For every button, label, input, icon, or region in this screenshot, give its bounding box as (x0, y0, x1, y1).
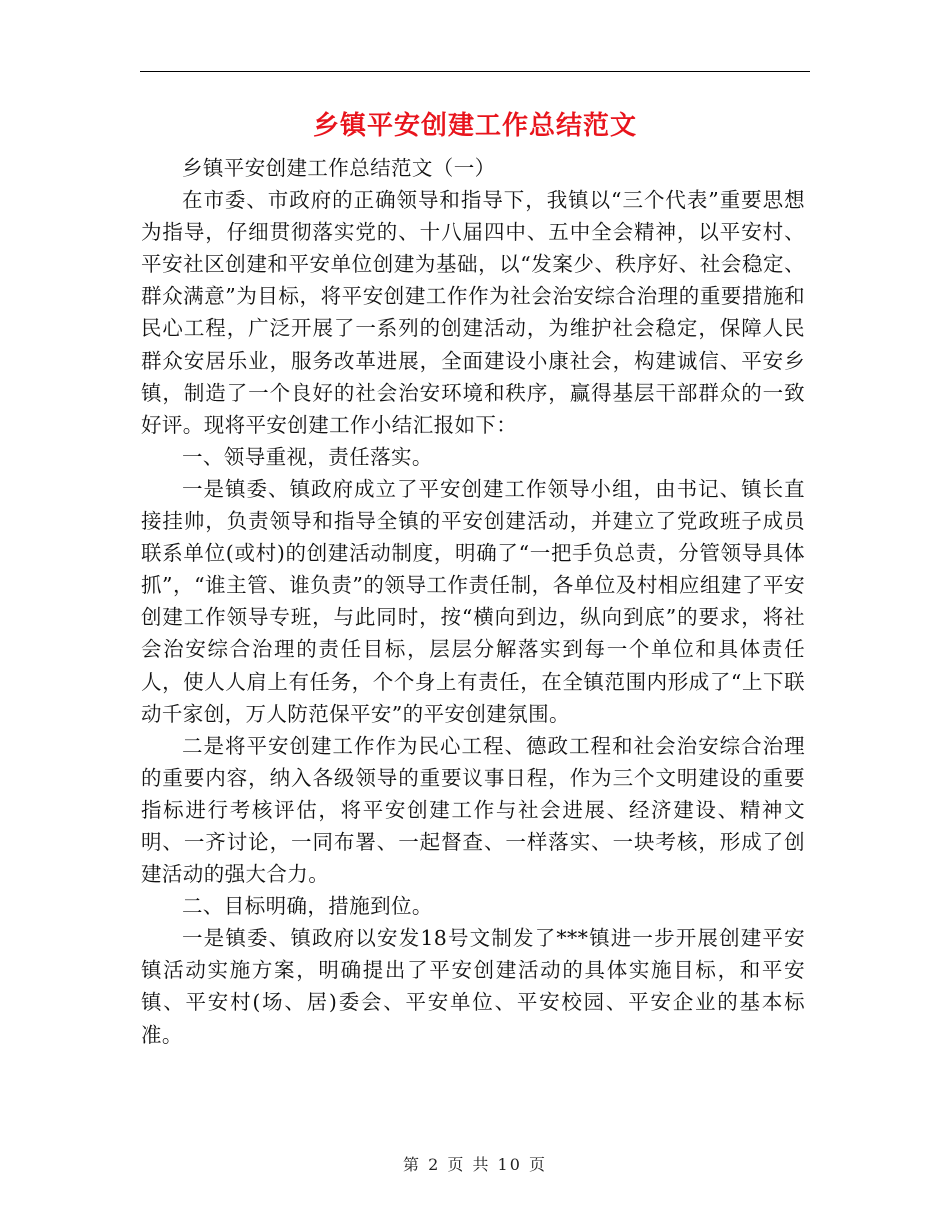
section-heading-leadership: 一、领导重视，责任落实。 (182, 444, 433, 469)
document-body (141, 152, 805, 1051)
page-number: 第 2 页 共 10 页 (403, 1155, 547, 1174)
section-heading-goals: 二、目标明确，措施到位。 (182, 894, 433, 919)
body-paragraph: 一是镇委、镇政府成立了平安创建工作领导小组，由书记、镇长直接挂帅，负责领导和指导全镇的平安创建活动，并建立了党政班子成员联系单位(或村)的创建活动制度，明确了“一把手负总责，分管领导具体抓”，“谁主管、谁负责”的领导工作责任制，各单位及村相应组建了平安创建工作领导专班，与此同时，按“横向到边，纵向到底”的要求，将社会治安综合治理的责任目标，层层分解落实到每一个单位和具体责任人，使人人肩上有任务，个个身上有责任，在全镇范围内形成了“上下联动千家创，万人防范保平安”的平安创建氛围。 (141, 476, 805, 726)
body-paragraph: 二是将平安创建工作作为民心工程、德政工程和社会治安综合治理的重要内容，纳入各级领导的重要议事日程，作为三个文明建设的重要指标进行考核评估，将平安创建工作与社会进展、经济建设、精神文明、一齐讨论，一同布署、一起督查、一样落实、一块考核，形成了创建活动的强大合力。 (141, 733, 805, 887)
intro-paragraph: 在市委、市政府的正确领导和指导下，我镇以“三个代表”重要思想为指导，仔细贯彻落实党的、十八届四中、五中全会精神，以平安村、平安社区创建和平安单位创建为基础，以“发案少、秩序好、社会稳定、群众满意”为目标，将平安创建工作作为社会治安综合治理的重要措施和民心工程，广泛开展了一系列的创建活动，为维护社会稳定，保障人民群众安居乐业，服务改革进展，全面建设小康社会，构建诚信、平安乡镇，制造了一个良好的社会治安环境和秩序，赢得基层干部群众的一致好评。现将平安创建工作小结汇报如下： (141, 188, 805, 437)
document-title: 乡镇平安创建工作总结范文 (312, 111, 637, 141)
header-rule (140, 71, 810, 72)
section-heading-fanwen-1: 乡镇平安创建工作总结范文（一） (182, 156, 496, 180)
body-paragraph: 一是镇委、镇政府以安发18号文制发了***镇进一步开展创建平安镇活动实施方案，明确提出了平安创建活动的具体实施目标，和平安镇、平安村(场、居)委会、平安单位、平安校园、平安企业的基本标准。 (141, 926, 805, 1047)
